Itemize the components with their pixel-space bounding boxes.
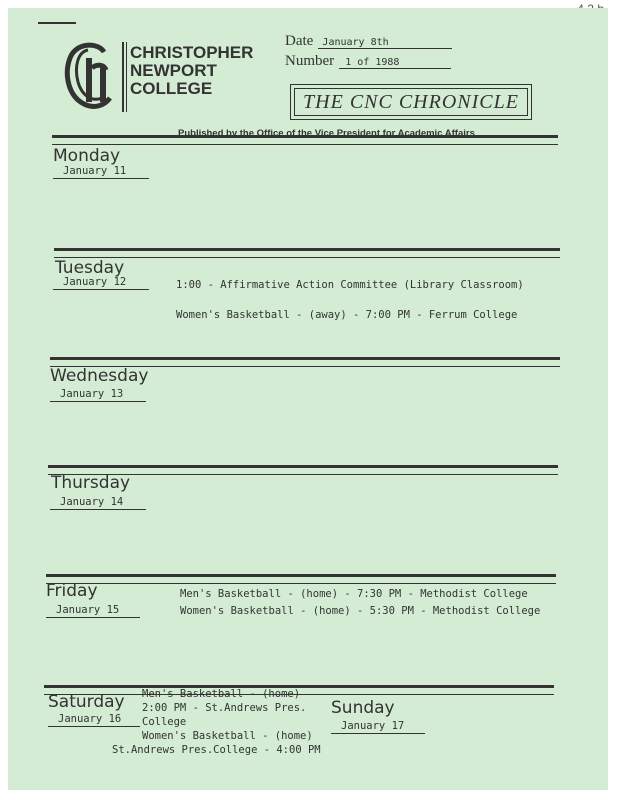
section-rule [52,135,558,145]
day-date-thursday: January 14 [50,496,146,510]
day-date-sunday: January 17 [331,720,425,734]
number-label: Number [285,53,335,69]
day-heading-tuesday: Tuesday [55,258,125,278]
event-item: 2:00 PM - St.Andrews Pres. [142,702,307,714]
college-masthead [58,38,288,118]
publisher-line: Published by the Office of the Vice President for Academic Affairs [178,128,475,139]
newsletter-page [8,8,608,790]
day-date-wednesday: January 13 [50,388,146,402]
event-item: Women's Basketball - (home) [142,730,313,742]
day-heading-saturday: Saturday [48,692,125,712]
college-name-line3: COLLEGE [130,79,213,98]
day-date-friday: January 15 [46,604,140,618]
date-field [285,30,452,50]
date-label: Date [285,33,314,49]
event-item: 1:00 - Affirmative Action Committee (Library Classroom) [176,279,524,291]
number-field [285,50,451,70]
event-item: Men's Basketball - (home) [142,688,301,700]
date-value: January 8th [318,37,452,49]
day-heading-thursday: Thursday [51,473,131,493]
day-date-tuesday: January 12 [53,276,149,290]
day-heading-monday: Monday [53,146,121,166]
event-item: College [142,716,187,728]
event-item: Men's Basketball - (home) - 7:30 PM - Methodist College [180,588,528,600]
masthead-divider-thin [126,42,127,112]
masthead-divider [122,42,124,112]
chronicle-title-box [290,84,532,120]
section-rule [54,248,560,258]
event-item: St.Andrews Pres.College - 4:00 PM [112,744,321,756]
pen-mark [38,22,76,24]
chronicle-title: THE CNC CHRONICLE [294,88,528,116]
cnc-monogram-logo [58,38,120,116]
college-name-line1: CHRISTOPHER [130,43,254,62]
college-name [130,44,253,98]
day-date-monday: January 11 [53,165,149,179]
day-heading-wednesday: Wednesday [50,366,149,386]
event-item: Women's Basketball - (home) - 5:30 PM - Methodist College [180,605,541,617]
day-heading-sunday: Sunday [331,698,395,718]
section-rule [46,574,556,584]
college-name-line2: NEWPORT [130,61,217,80]
number-value: 1 of 1988 [339,57,451,69]
day-date-saturday: January 16 [48,713,140,727]
event-item: Women's Basketball - (away) - 7:00 PM - Ferrum College [176,309,518,321]
day-heading-friday: Friday [46,581,98,601]
